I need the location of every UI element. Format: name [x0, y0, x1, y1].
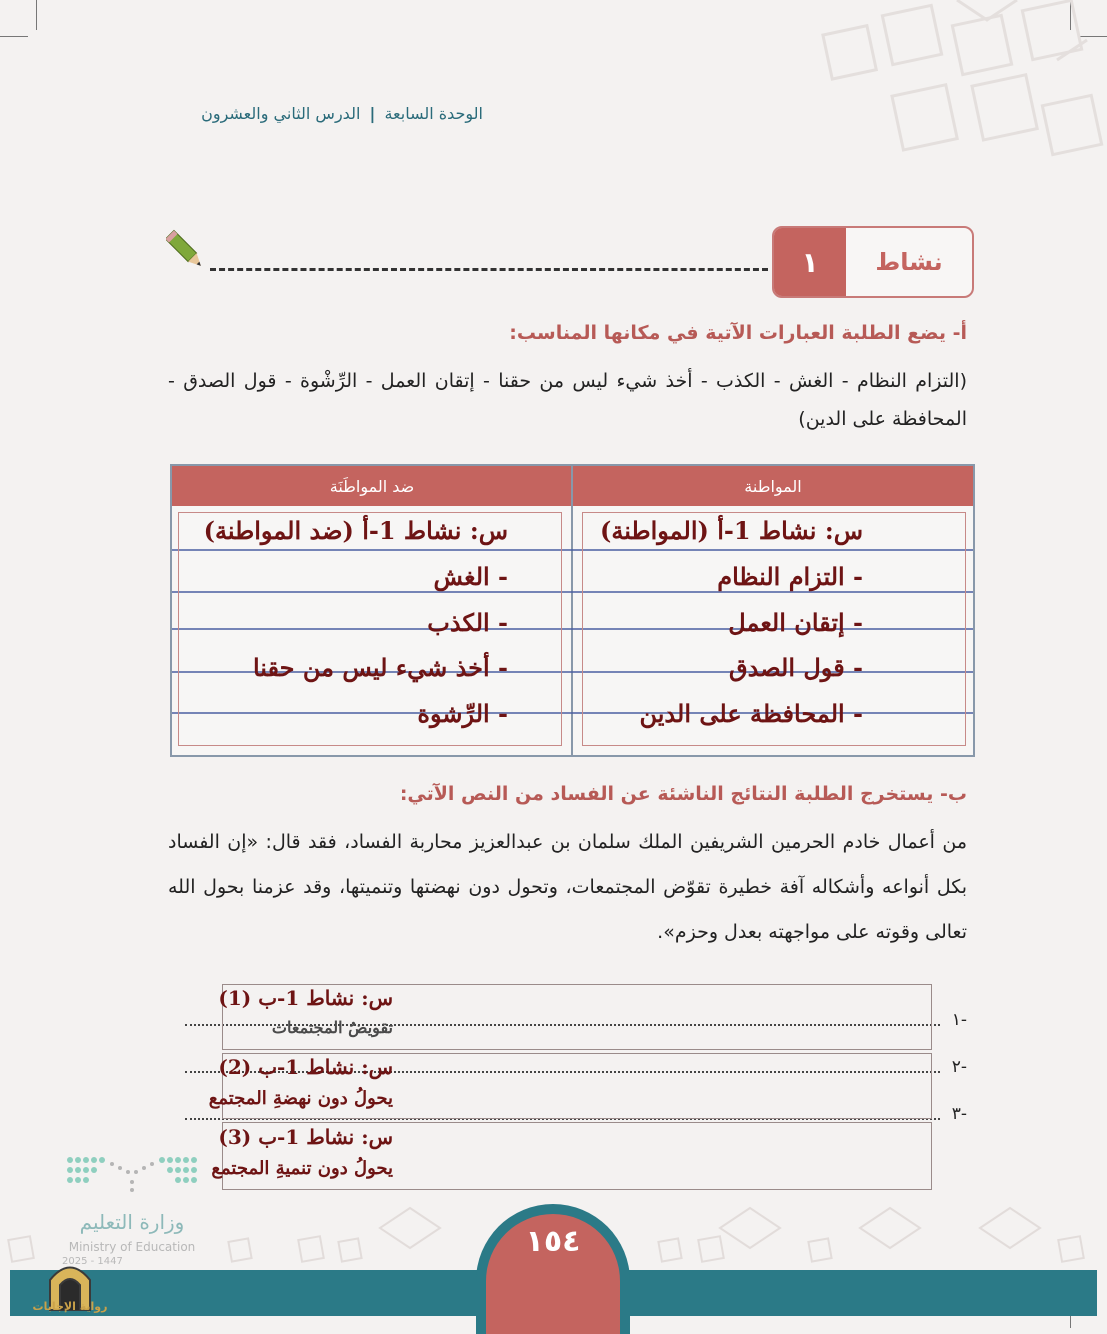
line-number: -٢ [951, 1057, 967, 1077]
answer-label: س: نشاط 1-ب (2) [218, 1055, 393, 1079]
ministry-logo [62, 1150, 202, 1270]
answer-item: - الغش [433, 562, 508, 591]
answer-text: يحولُ دون تنميةِ المجتمع [211, 1158, 393, 1179]
crop-mark [36, 0, 37, 30]
answer-title-left: س: نشاط 1-أ (ضد المواطنة) [203, 516, 508, 545]
pencil-icon [166, 228, 206, 274]
crop-mark [0, 36, 28, 37]
activity-label: نشاط [875, 248, 943, 276]
answer-item: - الكذب [427, 608, 508, 637]
activity-number: ١ [774, 228, 846, 296]
page-number: ١٥٤ [525, 1224, 581, 1259]
header-separator: | [369, 104, 376, 123]
decorative-pattern [657, 0, 1107, 190]
section-b-passage: من أعمال خادم الحرمين الشريفين الملك سلمان بن عبدالعزيز محاربة الفساد، فقد قال: «إن الفساد بكل أنواعه وأشكاله آفة خطيرة تقوّض المجتمعات، وتحول دون نهضتها وتنميتها، وقد عزمنا بحول الله تعالى وقوته على مواجهته بعدل وحزم». [168, 831, 967, 943]
ministry-emblem-icon [62, 1150, 202, 1200]
answer-label: س: نشاط 1-ب (1) [218, 986, 393, 1010]
answer-item: - التزام النظام [717, 562, 863, 591]
line-number: -٣ [951, 1104, 967, 1124]
activity-badge [772, 226, 974, 298]
ministry-name-en: Ministry of Education [68, 1240, 196, 1254]
answer-item: - إتقان العمل [728, 608, 863, 637]
col-header-citizenship: المواطنة [744, 476, 802, 496]
edition-year: 2025 - 1447 [62, 1256, 123, 1267]
section-a-heading: أ- يضع الطلبة العبارات الآتية في مكانها المناسب: [509, 322, 967, 344]
ministry-name-ar: وزارة التعليم [79, 1210, 185, 1234]
watermark-text: رواية الإجابات [32, 1300, 108, 1313]
answer-text: تقويضُ المجتمعات [271, 1018, 393, 1037]
answer-text: يحولُ دون نهضةِ المجتمع [208, 1088, 393, 1109]
citizenship-table [170, 464, 975, 757]
section-a-word-bank: (التزام النظام - الغش - الكذب - أخذ شيء ليس من حقنا - إتقان العمل - الرِّشْوة - قول الصدق - المحافظة على الدين) [168, 370, 967, 430]
page-header [168, 104, 483, 123]
answer-item: - أخذ شيء ليس من حقنا [252, 653, 508, 682]
lesson-title: الدرس الثاني والعشرون [201, 104, 361, 123]
left-answers-clip [180, 514, 560, 742]
unit-title: الوحدة السابعة [384, 104, 483, 123]
answer-label: س: نشاط 1-ب (3) [218, 1125, 393, 1149]
dashed-divider [210, 268, 768, 271]
section-b-heading: ب- يستخرج الطلبة النتائج الناشئة عن الفساد من النص الآتي: [399, 783, 967, 805]
answer-item: - قول الصدق [729, 653, 863, 682]
line-number: -١ [951, 1010, 967, 1030]
answer-item: - الرِّشوة [417, 699, 508, 728]
answer-item: - المحافظة على الدين [639, 699, 863, 728]
col-header-anti-citizenship: ضد المواطَنَة [329, 476, 415, 496]
answer-title-right: س: نشاط 1-أ (المواطنة) [600, 516, 863, 545]
